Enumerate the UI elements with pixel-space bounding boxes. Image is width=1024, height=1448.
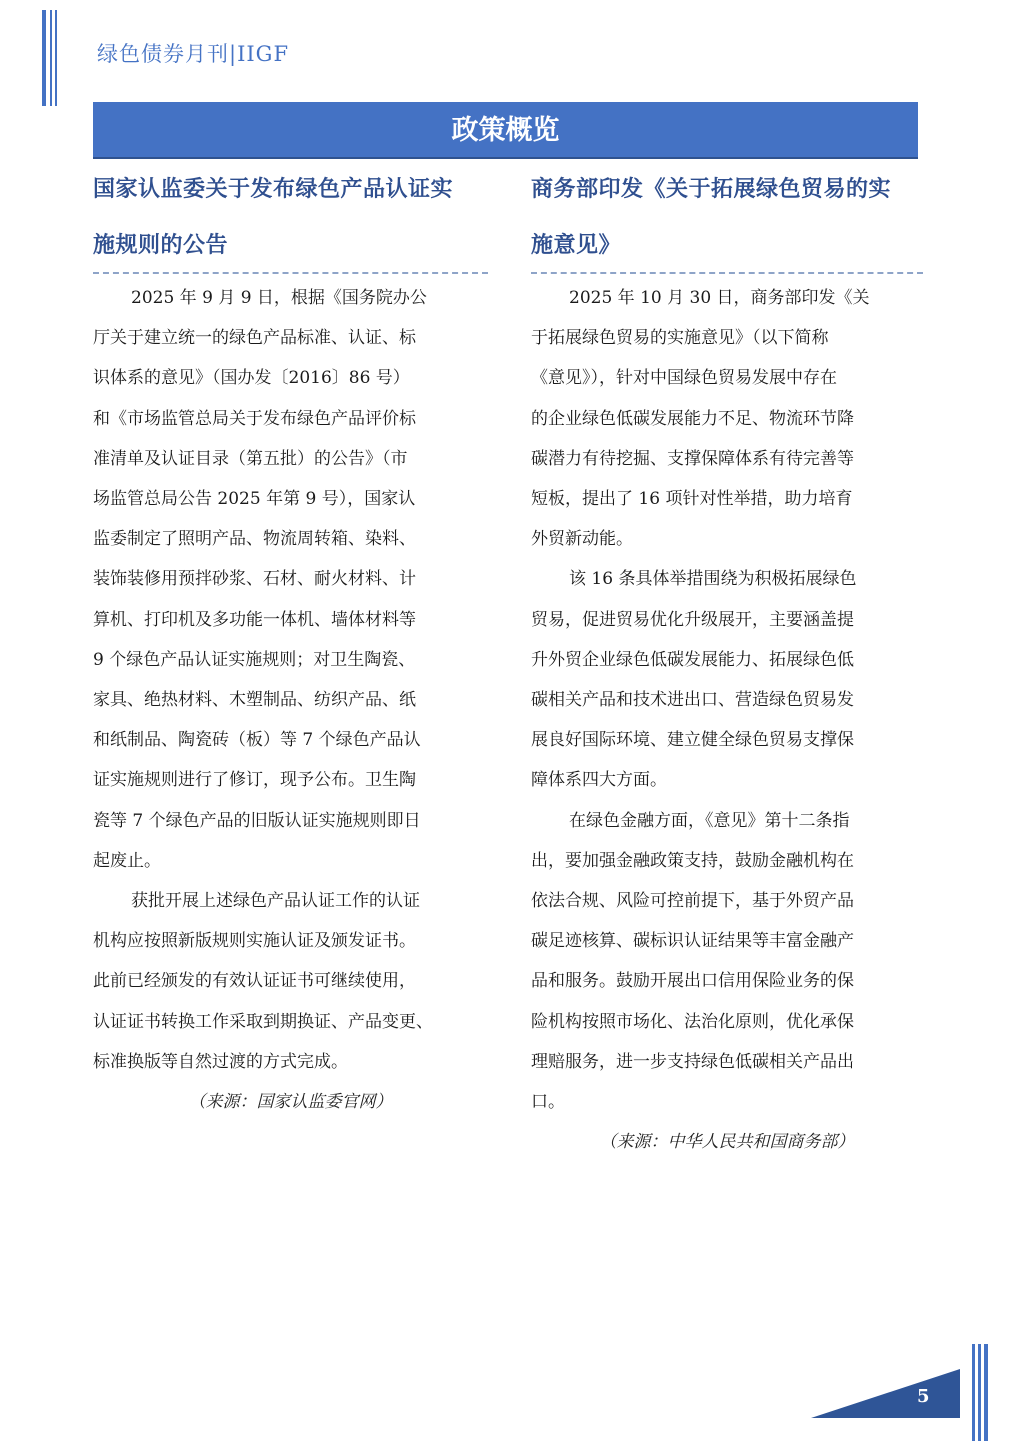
paragraph [531, 278, 923, 559]
text-line: 获批开展上述绿色产品认证工作的认证 [131, 891, 420, 912]
paragraph [531, 559, 923, 800]
text-line: 算机、打印机及多功能一体机、墙体材料等 [93, 609, 416, 630]
text-line: 碳足迹核算、碳标识认证结果等丰富金融产 [531, 931, 854, 952]
text-line: 瓷等 7 个绿色产品的旧版认证实施规则即日 [93, 810, 421, 831]
text-line: 识体系的意见》（国办发〔2016〕86 号） [93, 368, 410, 389]
text-line: 险机构按照市场化、法治化原则，优化承保 [531, 1011, 854, 1032]
text-line: 碳相关产品和技术进出口、营造绿色贸易发 [531, 690, 854, 711]
text-line: 理赔服务，进一步支持绿色低碳相关产品出 [531, 1051, 854, 1072]
text-line: 2025 年 10 月 30 日，商务部印发《关 [569, 288, 870, 308]
text-line: 在绿色金融方面，《意见》第十二条指 [569, 810, 850, 831]
title-line: 施意见》 [531, 233, 622, 258]
paragraph [93, 881, 488, 1082]
text-line: 《意见》），针对中国绿色贸易发展中存在 [531, 368, 837, 389]
decor-bar [978, 1344, 981, 1441]
article-right [531, 162, 923, 1162]
source-citation: （来源：国家认监委官网） [188, 1092, 393, 1113]
text-line: 厅关于建立统一的绿色产品标准、认证、标 [93, 328, 416, 349]
decor-bar [50, 10, 52, 106]
text-line: 碳潜力有待挖掘、支撑保障体系有待完善等 [531, 448, 854, 469]
decor-bar [972, 1344, 975, 1441]
page-number: 5 [917, 1386, 930, 1407]
text-line: 升外贸企业绿色低碳发展能力、拓展绿色低 [531, 649, 854, 670]
text-line: 短板，提出了 16 项针对性举措，助力培育 [531, 489, 853, 510]
paragraph [531, 801, 923, 1123]
journal-title: 绿色债券月刊|IIGF [97, 42, 290, 66]
text-line: 机构应按照新版规则实施认证及颁发证书。 [93, 931, 416, 952]
text-line: 此前已经颁发的有效认证证书可继续使用， [93, 971, 416, 992]
text-line: 品和服务。鼓励开展出口信用保险业务的保 [531, 971, 854, 992]
text-line: 监委制定了照明产品、物流周转箱、染料、 [93, 529, 416, 550]
title-line: 国家认监委关于发布绿色产品认证实 [93, 177, 454, 202]
text-line: 依法合规、风险可控前提下，基于外贸产品 [531, 891, 854, 912]
section-title: 政策概览 [451, 115, 560, 146]
article-left [93, 162, 488, 1122]
text-line: 起废止。 [93, 850, 161, 871]
footer-decoration-bars [972, 1344, 992, 1441]
text-line: 该 16 条具体举措围绕为积极拓展绿色 [569, 569, 857, 590]
text-line: 认证证书转换工作采取到期换证、产品变更、 [93, 1011, 433, 1032]
text-line: 准清单及认证目录（第五批）的公告》（市 [93, 448, 408, 469]
decor-bar [42, 10, 46, 106]
text-line: 2025 年 9 月 9 日，根据《国务院办公 [131, 288, 427, 308]
section-banner [93, 102, 918, 159]
decor-bar [55, 10, 57, 106]
text-line: 外贸新动能。 [531, 529, 633, 550]
text-line: 展良好国际环境、建立健全绿色贸易支撑保 [531, 730, 854, 751]
text-line: 于拓展绿色贸易的实施意见》（以下简称 [531, 328, 829, 349]
text-line: 障体系四大方面。 [531, 770, 667, 791]
text-line: 家具、绝热材料、木塑制品、纺织产品、纸 [93, 690, 416, 711]
text-line: 证实施规则进行了修订，现予公布。卫生陶 [93, 770, 416, 791]
triangle-shape [811, 1369, 960, 1418]
text-line: 的企业绿色低碳发展能力不足、物流环节降 [531, 408, 854, 429]
title-line: 施规则的公告 [93, 233, 229, 258]
text-line: 装饰装修用预拌砂浆、石材、耐火材料、计 [93, 569, 416, 590]
decor-bar [984, 1344, 988, 1441]
source-citation: （来源：中华人民共和国商务部） [599, 1132, 855, 1153]
text-line: 和《市场监管总局关于发布绿色产品评价标 [93, 408, 416, 429]
page-number-triangle [811, 1369, 960, 1418]
article-title [93, 162, 488, 274]
text-line: 9 个绿色产品认证实施规则；对卫生陶瓷、 [93, 649, 416, 670]
header-decoration-bars [42, 10, 62, 106]
text-line: 和纸制品、陶瓷砖（板）等 7 个绿色产品认 [93, 730, 421, 751]
article-title [531, 162, 923, 274]
paragraph [93, 278, 488, 881]
text-line: 贸易，促进贸易优化升级展开，主要涵盖提 [531, 609, 854, 630]
text-line: 场监管总局公告 2025 年第 9 号），国家认 [93, 489, 416, 510]
title-line: 商务部印发《关于拓展绿色贸易的实 [531, 177, 892, 202]
text-line: 出，要加强金融政策支持，鼓励金融机构在 [531, 850, 854, 871]
text-line: 口。 [531, 1092, 565, 1113]
text-line: 标准换版等自然过渡的方式完成。 [93, 1051, 348, 1072]
